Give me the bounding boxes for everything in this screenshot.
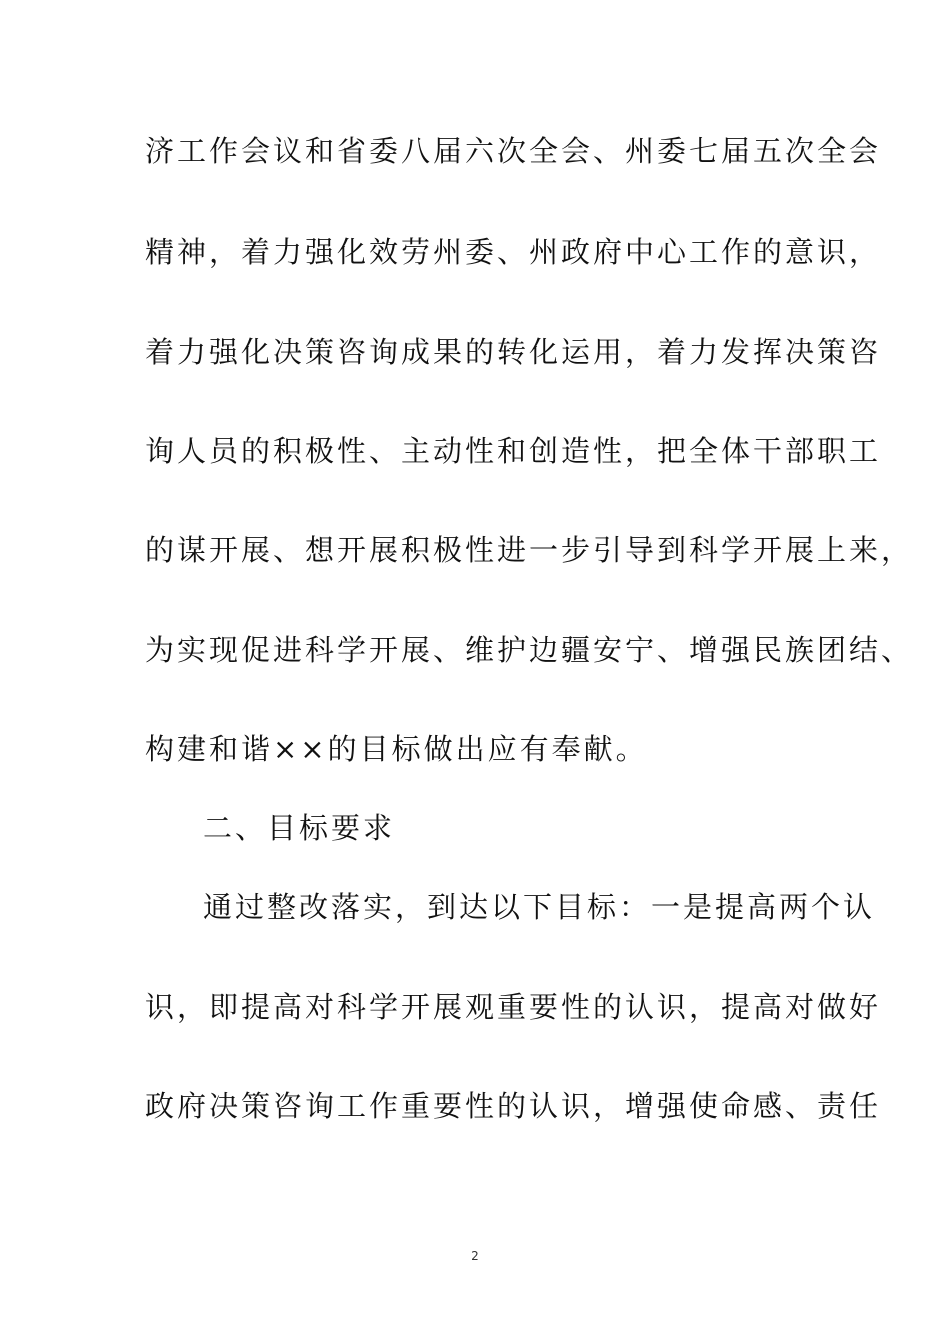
body-text-line: 询人员的积极性、主动性和创造性，把全体干部职工 (145, 434, 882, 468)
body-text-line: 的谋开展、想开展积极性进一步引导到科学开展上来， (145, 533, 914, 567)
body-text-line: 通过整改落实，到达以下目标：一是提高两个认 (203, 890, 876, 924)
body-text-line: 为实现促进科学开展、维护边疆安宁、增强民族团结、 (145, 633, 914, 667)
body-text-line: 识，即提高对科学开展观重要性的认识，提高对做好 (145, 990, 882, 1024)
body-text-line: 着力强化决策咨询成果的转化运用，着力发挥决策咨 (145, 335, 882, 369)
body-text-line: 济工作会议和省委八届六次全会、州委七届五次全会 (145, 134, 882, 168)
body-text-line: 构建和谐××的目标做出应有奉献。 (145, 732, 648, 766)
body-text-line: 精神，着力强化效劳州委、州政府中心工作的意识， (145, 235, 882, 269)
page-number: 2 (471, 1249, 479, 1263)
section-heading: 二、目标要求 (203, 811, 396, 845)
body-text-line: 政府决策咨询工作重要性的认识，增强使命感、责任 (145, 1089, 882, 1123)
